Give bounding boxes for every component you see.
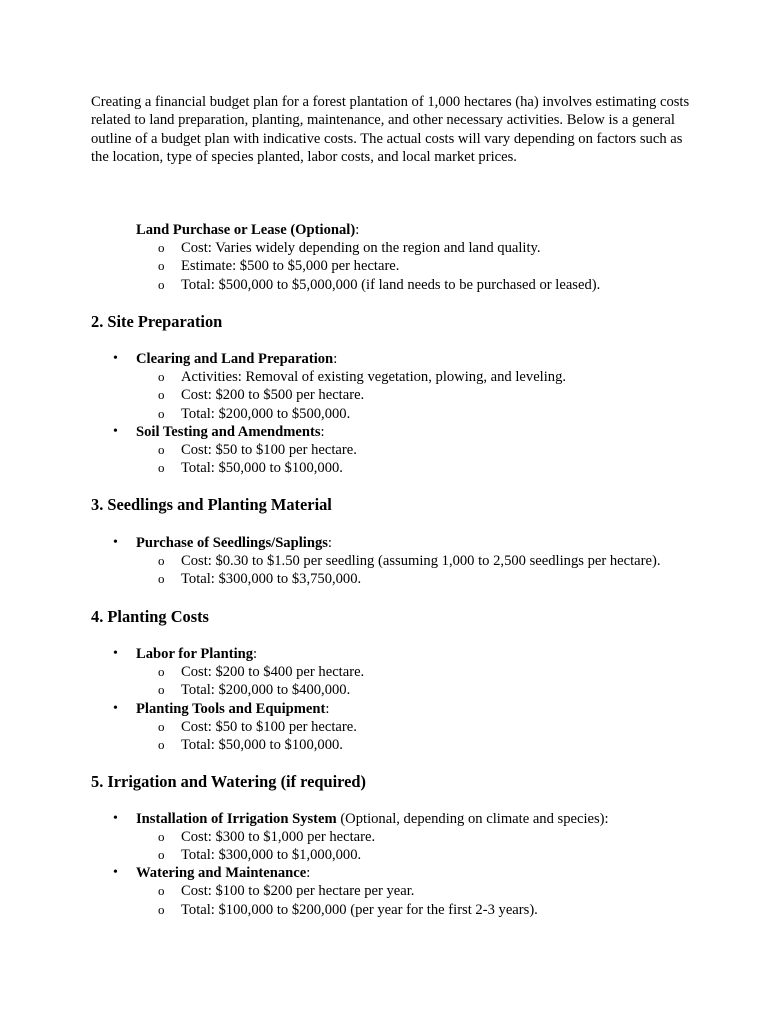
sub-item: Cost: $300 to $1,000 per hectare.	[181, 829, 376, 845]
bullet-marker: •	[113, 865, 118, 880]
bullet-marker: •	[113, 424, 118, 439]
sub-item: Cost: Varies widely depending on the region and land quality.	[181, 240, 541, 256]
item-label-suffix: :	[333, 351, 338, 367]
section-heading-seedlings: 3. Seedlings and Planting Material	[91, 495, 332, 514]
item-label-suffix: :	[327, 535, 332, 551]
sub-bullet-marker: o	[158, 719, 165, 734]
item-label-bold: Purchase of Seedlings/Saplings	[136, 535, 328, 551]
bullet-marker: •	[113, 535, 118, 550]
sub-item: Activities: Removal of existing vegetation, plowing, and leveling.	[181, 369, 567, 385]
sub-item: Cost: $100 to $200 per hectare per year.	[181, 883, 415, 899]
sub-bullet-marker: o	[158, 442, 165, 457]
sub-item: Cost: $200 to $400 per hectare.	[181, 664, 365, 680]
item-label-bold: Land Purchase or Lease (Optional)	[136, 222, 356, 238]
list-item-label	[136, 810, 609, 828]
sub-bullet-marker: o	[158, 883, 165, 898]
sub-item: Total: $100,000 to $200,000 (per year for the first 2-3 years).	[181, 902, 538, 918]
land-purchase-label	[136, 221, 359, 239]
item-label-bold: Soil Testing and Amendments	[136, 424, 321, 440]
sub-bullet-marker: o	[158, 847, 165, 862]
sub-item: Cost: $0.30 to $1.50 per seedling (assuming 1,000 to 2,500 seedlings per hectare).	[181, 553, 661, 569]
list-item-label	[136, 700, 329, 718]
bullet-marker: •	[113, 646, 118, 661]
sub-bullet-marker: o	[158, 553, 165, 568]
bullet-marker: •	[113, 811, 118, 826]
sub-item: Total: $200,000 to $400,000.	[181, 682, 351, 698]
sub-bullet-marker: o	[158, 387, 165, 402]
item-label-bold: Clearing and Land Preparation	[136, 351, 334, 367]
section-heading-irrigation: 5. Irrigation and Watering (if required)	[91, 772, 366, 791]
sub-bullet-marker: o	[158, 460, 165, 475]
sub-item: Total: $300,000 to $3,750,000.	[181, 571, 362, 587]
sub-bullet-marker: o	[158, 258, 165, 273]
bullet-marker: •	[113, 701, 118, 716]
list-item-label	[136, 864, 310, 882]
sub-item: Total: $300,000 to $1,000,000.	[181, 847, 362, 863]
sub-item: Total: $50,000 to $100,000.	[181, 460, 343, 476]
sub-bullet-marker: o	[158, 240, 165, 255]
intro-paragraph: Creating a financial budget plan for a forest plantation of 1,000 hectares (ha) involves estimating costs related to land preparation, planting, maintenance, and other necessary activities. Below is a general outline of a budget plan with indicative costs. The actual costs will vary depending on factors such as the location, type of species planted, labor costs, and local market prices.	[91, 94, 690, 165]
bullet-marker: •	[113, 351, 118, 366]
item-label-suffix: (Optional, depending on climate and species):	[336, 811, 609, 827]
item-label-suffix: :	[306, 865, 311, 881]
sub-item: Total: $200,000 to $500,000.	[181, 406, 351, 422]
sub-item: Estimate: $500 to $5,000 per hectare.	[181, 258, 400, 274]
sub-item: Cost: $50 to $100 per hectare.	[181, 442, 357, 458]
sub-bullet-marker: o	[158, 737, 165, 752]
sub-item: Cost: $200 to $500 per hectare.	[181, 387, 365, 403]
item-label-bold: Planting Tools and Equipment	[136, 701, 326, 717]
item-label-suffix: :	[355, 222, 360, 238]
item-label-bold: Watering and Maintenance	[136, 865, 307, 881]
sub-item: Total: $50,000 to $100,000.	[181, 737, 343, 753]
sub-bullet-marker: o	[158, 902, 165, 917]
section-heading-site-preparation: 2. Site Preparation	[91, 312, 223, 331]
sub-item: Total: $500,000 to $5,000,000 (if land needs to be purchased or leased).	[181, 277, 601, 293]
item-label-suffix: :	[253, 646, 258, 662]
sub-bullet-marker: o	[158, 829, 165, 844]
sub-bullet-marker: o	[158, 682, 165, 697]
item-label-suffix: :	[325, 701, 330, 717]
sub-bullet-marker: o	[158, 406, 165, 421]
list-item-label	[136, 350, 337, 368]
item-label-bold: Labor for Planting	[136, 646, 254, 662]
list-item-label	[136, 534, 332, 552]
list-item-label	[136, 645, 257, 663]
sub-bullet-marker: o	[158, 664, 165, 679]
sub-bullet-marker: o	[158, 369, 165, 384]
sub-bullet-marker: o	[158, 277, 165, 292]
item-label-bold: Installation of Irrigation System	[136, 811, 337, 827]
section-heading-planting-costs: 4. Planting Costs	[91, 607, 209, 626]
item-label-suffix: :	[320, 424, 325, 440]
list-item-label	[136, 423, 325, 441]
sub-bullet-marker: o	[158, 571, 165, 586]
sub-item: Cost: $50 to $100 per hectare.	[181, 719, 357, 735]
